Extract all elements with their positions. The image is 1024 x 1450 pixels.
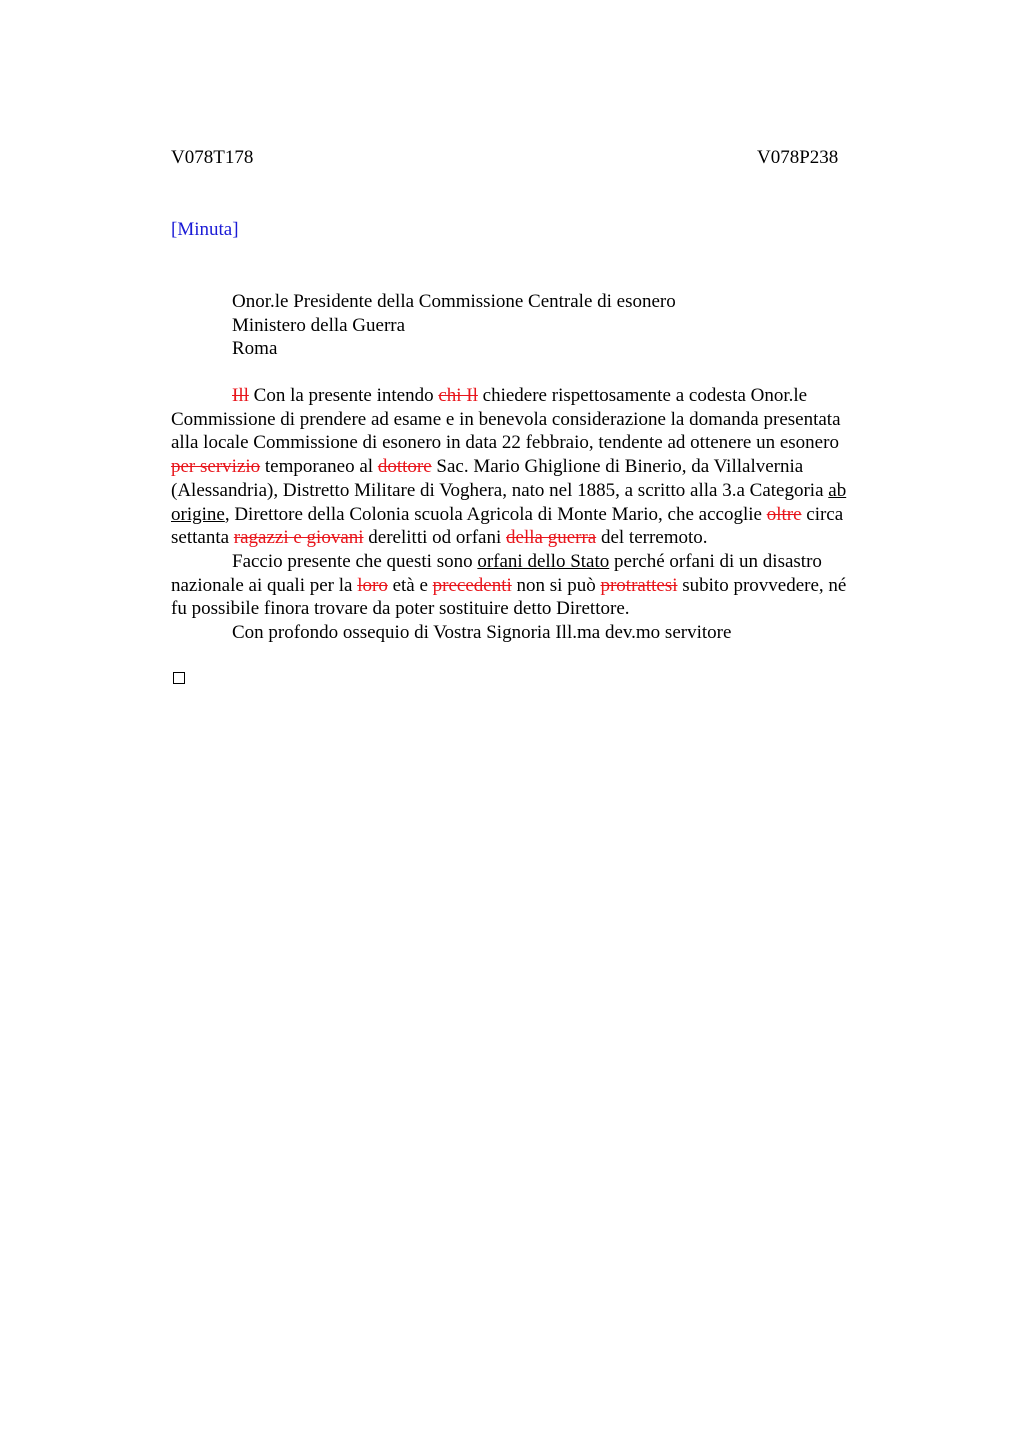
underlined-text: ab: [828, 479, 847, 501]
text-run: età e: [387, 574, 433, 596]
document-code-right: V078P238: [757, 147, 839, 168]
text-run: Con la presente intendo: [248, 385, 439, 406]
paragraph-request: [171, 384, 911, 408]
text-line: [171, 455, 911, 479]
deleted-text: della guerra: [506, 527, 597, 549]
address-line-recipient: Onor.le Presidente della Commissione Centrale di esonero: [232, 291, 676, 312]
text-line: [171, 503, 911, 527]
text-run: del terremoto.: [596, 527, 708, 549]
deleted-text: ragazzi e giovani: [233, 527, 364, 549]
text-line: [171, 550, 911, 574]
deleted-text: precedenti: [432, 574, 512, 596]
text-run: derelitti od orfani: [363, 527, 507, 549]
text-run: (Alessandria), Distretto Militare di Voghera, nato nel 1885, a scritto alla 3.a Categoria: [171, 479, 829, 501]
text-run: Faccio presente che questi sono: [232, 550, 478, 572]
text-run: nazionale ai quali per la: [171, 574, 358, 596]
deleted-text: Ill: [232, 385, 249, 406]
text-run: , Direttore della Colonia scuola Agricola di Monte Mario, che accoglie: [224, 503, 767, 525]
checkbox-square-icon: [173, 672, 185, 684]
text-run: settanta: [171, 527, 234, 549]
text-line: Con profondo ossequio di Vostra Signoria Ill.ma dev.mo servitore: [232, 622, 732, 644]
text-line: [171, 479, 911, 503]
address-block: [232, 290, 676, 361]
deleted-text: chi Il: [438, 385, 478, 406]
text-run: non si può: [511, 574, 601, 596]
text-run: chiedere rispettosamente a codesta Onor.le: [477, 385, 808, 406]
text-line: fu possibile finora trovare da poter sostituire detto Direttore.: [171, 598, 630, 620]
text-line: Commissione di prendere ad esame e in benevola considerazione la domanda presentata: [171, 408, 841, 430]
deleted-text: per servizio: [171, 456, 261, 478]
text-line: [171, 574, 911, 598]
text-line: [171, 384, 911, 408]
underlined-text: orfani dello Stato: [477, 550, 610, 572]
deleted-text: loro: [357, 574, 388, 596]
deleted-text: dottore: [377, 456, 432, 478]
minuta-label: [Minuta]: [171, 219, 239, 240]
address-line-city: Roma: [232, 338, 278, 359]
text-run: Sac. Mario Ghiglione di Binerio, da Villalvernia: [431, 456, 804, 478]
document-code-left: V078T178: [171, 147, 254, 168]
deleted-text: oltre: [766, 503, 802, 525]
text-run: perché orfani di un disastro: [609, 550, 822, 572]
letter-body: [171, 384, 911, 645]
closing-line: [171, 621, 911, 645]
text-line: [171, 526, 911, 550]
text-run: subito provvedere, né: [677, 574, 847, 596]
address-line-ministry: Ministero della Guerra: [232, 314, 406, 336]
deleted-text: protrattesi: [600, 574, 678, 596]
underlined-text: origine: [171, 503, 225, 525]
text-run: circa: [801, 503, 844, 525]
text-run: temporaneo al: [260, 456, 378, 478]
paragraph-orphans: [171, 550, 911, 574]
text-line: alla locale Commissione di esonero in data 22 febbraio, tendente ad ottenere un esonero: [171, 432, 839, 454]
